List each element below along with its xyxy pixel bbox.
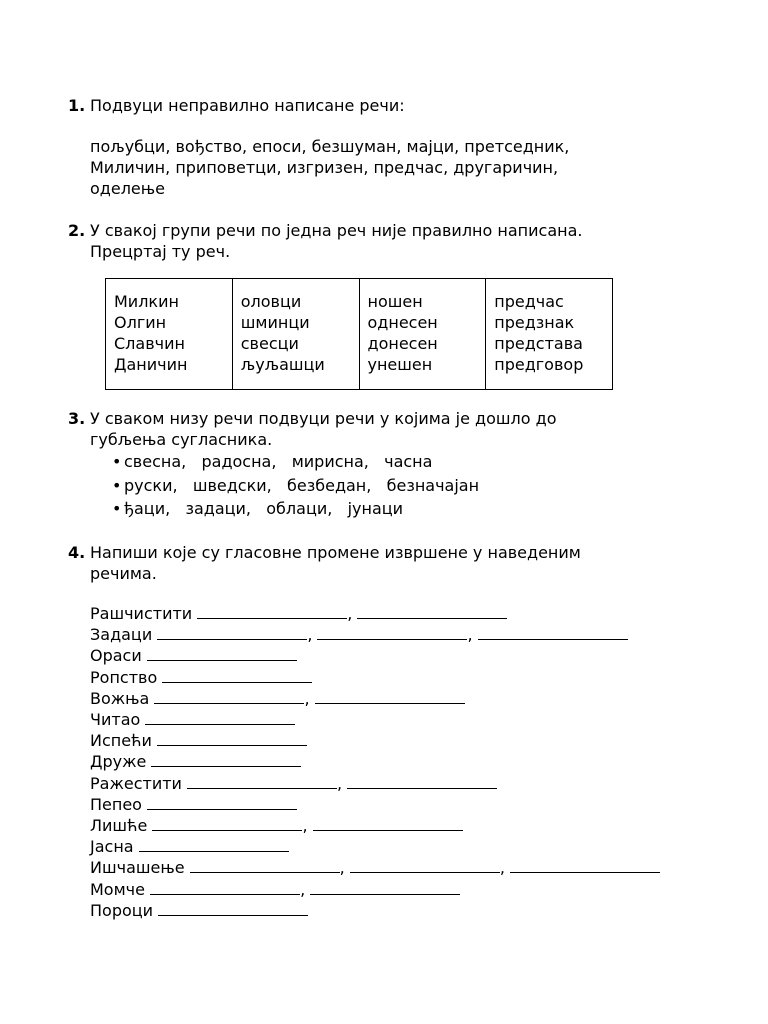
answer-blank[interactable] bbox=[350, 858, 500, 873]
task-4 bbox=[68, 542, 708, 584]
task-2-prompt-line1: У свакој групи речи по једна реч није правилно написана. bbox=[90, 221, 583, 240]
word-cell: унешен bbox=[367, 355, 433, 374]
word-cell: предзнак bbox=[494, 313, 575, 332]
word-cell: предговор bbox=[494, 355, 584, 374]
answer-word: Ораси bbox=[90, 646, 142, 666]
word-cell: љуљашци bbox=[240, 355, 325, 374]
bullet-icon: • bbox=[112, 452, 122, 471]
answer-row bbox=[90, 667, 660, 688]
task-1-words-line: пољубци, вођство, епоси, безшуман, мајци, претседник, bbox=[90, 137, 570, 156]
word-cell: представа bbox=[494, 334, 583, 353]
answer-row bbox=[90, 645, 660, 666]
answer-blank[interactable] bbox=[158, 901, 308, 916]
answer-row bbox=[90, 751, 660, 772]
task-1-words-line: Миличин, приповетци, изгризен, предчас, другаричин, bbox=[90, 158, 559, 177]
answer-row: Момче , bbox=[90, 879, 660, 900]
task-1-number: 1. bbox=[68, 96, 86, 115]
word-cell: предчас bbox=[494, 292, 564, 311]
task-3-prompt-line1: У сваком низу речи подвуци речи у којима је дошло до bbox=[90, 409, 557, 428]
answer-blank[interactable] bbox=[147, 795, 297, 810]
answer-word: Читао bbox=[90, 710, 141, 730]
task-1-prompt: Подвуци неправилно написане речи: bbox=[90, 96, 405, 115]
answer-blank[interactable] bbox=[187, 774, 337, 789]
answer-blank[interactable] bbox=[357, 604, 507, 619]
bullet-icon: • bbox=[112, 499, 122, 518]
answer-word: Пороци bbox=[90, 900, 154, 920]
task-2-number: 2. bbox=[68, 221, 86, 240]
answer-row bbox=[90, 900, 660, 921]
answer-blank[interactable] bbox=[190, 858, 340, 873]
answer-blank[interactable] bbox=[145, 710, 295, 725]
answer-word: Вожња bbox=[90, 688, 150, 708]
word-cell: ношен bbox=[367, 292, 423, 311]
task-1-word-list bbox=[90, 136, 690, 199]
task-3-bullet-row bbox=[112, 497, 403, 520]
answer-row: Ражестити , bbox=[90, 773, 660, 794]
task-3-bullet-row bbox=[112, 450, 432, 473]
task-1 bbox=[68, 95, 708, 116]
answer-word: Ропство bbox=[90, 667, 158, 687]
bullet-text: свесна, радосна, мирисна, часна bbox=[124, 452, 433, 471]
answer-word: Задаци bbox=[90, 625, 153, 645]
answer-blank[interactable] bbox=[347, 774, 497, 789]
word-group-column bbox=[232, 279, 359, 390]
answer-blank[interactable] bbox=[197, 604, 347, 619]
answer-row bbox=[90, 794, 660, 815]
answer-word: Јасна bbox=[90, 837, 134, 857]
answer-row: Задаци , , bbox=[90, 624, 660, 645]
word-cell: однесен bbox=[367, 313, 438, 332]
answer-row bbox=[90, 730, 660, 751]
answer-blank[interactable] bbox=[157, 625, 307, 640]
answer-blank[interactable] bbox=[317, 625, 467, 640]
answer-blank[interactable] bbox=[315, 689, 465, 704]
word-group-column bbox=[106, 279, 233, 390]
word-cell: Даничин bbox=[114, 355, 188, 374]
answer-word: Ражестити bbox=[90, 773, 182, 793]
task-1-words-line: оделење bbox=[90, 179, 165, 198]
answer-row bbox=[90, 836, 660, 857]
word-cell: донесен bbox=[367, 334, 438, 353]
task-3-bullet-row bbox=[112, 474, 479, 497]
answer-blank[interactable] bbox=[154, 689, 304, 704]
word-group-column bbox=[486, 279, 613, 390]
word-group-table bbox=[105, 278, 613, 390]
answer-word: Ишчашење bbox=[90, 858, 185, 878]
task-4-prompt-line2: речима. bbox=[90, 564, 157, 583]
answer-blank[interactable] bbox=[510, 858, 660, 873]
answer-blank[interactable] bbox=[147, 646, 297, 661]
bullet-text: руски, шведски, безбедан, безначајан bbox=[124, 476, 480, 495]
task-3-number: 3. bbox=[68, 409, 86, 428]
answer-blank[interactable] bbox=[162, 668, 312, 683]
answer-word: Испећи bbox=[90, 731, 152, 751]
answer-row bbox=[90, 709, 660, 730]
task-4-number: 4. bbox=[68, 543, 86, 562]
answer-blank[interactable] bbox=[139, 837, 289, 852]
bullet-text: ђаци, задаци, облаци, јунаци bbox=[124, 499, 404, 518]
answer-blank[interactable] bbox=[310, 880, 460, 895]
answer-word: Пепео bbox=[90, 794, 142, 814]
word-cell: Славчин bbox=[114, 334, 185, 353]
task-4-prompt-line1: Напиши које су гласовне промене извршене у наведеним bbox=[90, 543, 581, 562]
answer-blank[interactable] bbox=[313, 816, 463, 831]
answer-word: Друже bbox=[90, 752, 147, 772]
answer-row: Рашчистити , bbox=[90, 603, 660, 624]
answer-word: Рашчистити bbox=[90, 604, 193, 623]
answer-blank[interactable] bbox=[151, 752, 301, 767]
word-cell: шминци bbox=[240, 313, 310, 332]
answer-blank[interactable] bbox=[157, 731, 307, 746]
task-3 bbox=[68, 408, 708, 450]
task-2-prompt-line2: Прецртај ту реч. bbox=[90, 242, 231, 261]
answer-word: Момче bbox=[90, 879, 145, 899]
answer-blank[interactable] bbox=[478, 625, 628, 640]
task-4-fill-list bbox=[90, 603, 660, 921]
task-3-prompt-line2: губљења сугласника. bbox=[90, 430, 273, 449]
word-cell: свесци bbox=[240, 334, 299, 353]
answer-row: Вожња , bbox=[90, 688, 660, 709]
word-group-column bbox=[359, 279, 486, 390]
answer-blank[interactable] bbox=[152, 816, 302, 831]
answer-row: Ишчашење , , bbox=[90, 857, 660, 878]
word-cell: Милкин bbox=[114, 292, 179, 311]
word-cell: оловци bbox=[240, 292, 302, 311]
answer-word: Лишће bbox=[90, 816, 148, 836]
answer-blank[interactable] bbox=[150, 880, 300, 895]
bullet-icon: • bbox=[112, 476, 122, 495]
answer-row: Лишће , bbox=[90, 815, 660, 836]
word-cell: Олгин bbox=[114, 313, 167, 332]
task-2 bbox=[68, 220, 708, 262]
